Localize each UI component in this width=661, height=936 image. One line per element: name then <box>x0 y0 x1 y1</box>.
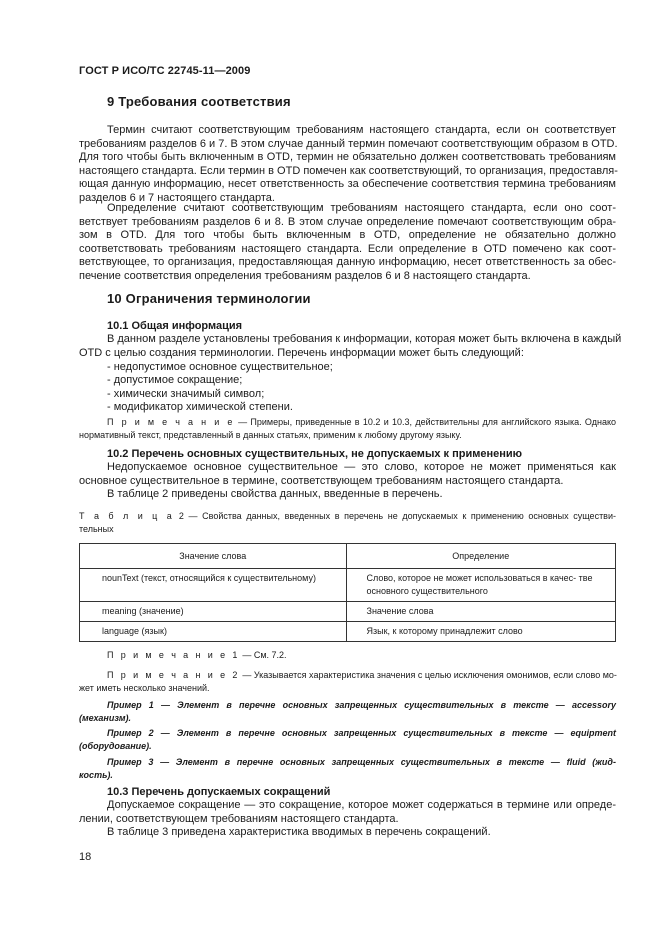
table-2-note-2 <box>79 669 616 696</box>
text-line <box>79 669 616 682</box>
text-line: OTD с целью создания терминологии. Перечень информации может быть следующий: <box>79 346 524 359</box>
note-label: П р и м е ч а н и е <box>107 417 235 427</box>
table-2 <box>79 543 616 642</box>
text-line <box>79 510 616 523</box>
text-line: (оборудование). <box>79 741 152 752</box>
example-2 <box>79 727 616 754</box>
subsection-10-3-paragraph <box>79 799 616 840</box>
text-line: зом в OTD. Для того чтобы быть включенным в OTD, определение не обязательно должно <box>79 229 616 242</box>
note-text: — Примеры, приведенные в 10.2 и 10.3, действительны для английского языка. Однако <box>234 417 616 427</box>
document-header: ГОСТ Р ИСО/ТС 22745-11—2009 <box>79 65 251 77</box>
note-label: П р и м е ч а н и е 1 <box>107 650 240 660</box>
list-item: - недопустимое основное существительное; <box>107 361 333 373</box>
note-text: — См. 7.2. <box>239 650 287 660</box>
list-item: - допустимое сокращение; <box>107 374 243 386</box>
text-line: лении, соответствующем требованиям настоящего стандарта. <box>79 812 399 825</box>
table-header-row <box>80 544 616 569</box>
section-10-title: 10 Ограничения терминологии <box>107 291 311 306</box>
text-line: В таблице 2 приведены свойства данных, введенные в перечень. <box>107 488 443 501</box>
text-line: В данном разделе установлены требования к информации, которая может быть включена в каждый <box>107 333 622 345</box>
subsection-10-2-title: 10.2 Перечень основных существительных, не допускаемых к применению <box>107 448 523 460</box>
text-line <box>79 649 616 662</box>
text-line: Допускаемое сокращение — это сокращение, которое может содержаться в термине или опреде- <box>107 799 616 811</box>
text-line: В таблице 3 приведена характеристика вводимых в перечень сокращений. <box>107 826 491 839</box>
table-header-cell: Определение <box>346 544 615 569</box>
section-9-paragraph-2 <box>79 202 616 284</box>
text-line: настоящего стандарта. Если термин в OTD помечен как соответствующий, то организация, предоставля- <box>79 164 618 177</box>
table-cell: Слово, которое не может использоваться в качес- тве основного существительного <box>346 569 615 602</box>
subsection-10-1-paragraph <box>79 333 622 360</box>
text-line: ветствует требованиям разделов 6 и 8. В этом случае определение помечают соответствующим обра- <box>79 215 616 228</box>
table-cell: Значение слова <box>346 602 615 622</box>
table-2-note-1 <box>79 649 616 662</box>
subsection-10-1-note <box>79 416 616 443</box>
text-line: печение соответствия определения требованиям разделов 6 и 8 настоящего стандарта. <box>79 269 531 282</box>
table-cell: nounText (текст, относящийся к существительному) <box>80 569 347 602</box>
example-1 <box>79 699 616 726</box>
table-caption-text: 2 — Свойства данных, введенных в перечень не допускаемых к применению основных существи- <box>174 511 616 521</box>
text-line: жет иметь несколько значений. <box>79 683 210 694</box>
note-text: — Указывается характеристика значения с целью исключения омонимов, если слово мо- <box>239 670 617 680</box>
text-line: Недопускаемое основное существительное — это слово, которое не может применяться как <box>107 461 616 473</box>
table-row <box>80 622 616 642</box>
text-line <box>79 416 616 429</box>
text-line: Для того чтобы быть включенным в OTD, термин не обязательно должен соответствовать требованиям <box>79 151 616 164</box>
text-line: требованиям разделов 6 и 7. В этом случае данный термин помечают соответствующим образом в OTD. <box>79 137 618 150</box>
section-9-title: 9 Требования соответствия <box>107 94 291 109</box>
table-row <box>80 569 616 602</box>
table-cell: Язык, к которому принадлежит слово <box>346 622 615 642</box>
text-line: разделов 6 и 7 настоящего стандарта. <box>79 191 275 204</box>
table-cell: language (язык) <box>80 622 347 642</box>
text-line: нормативный текст, представленный в данных статьях, применим к любому другому языку. <box>79 430 462 441</box>
list-item: - модификатор химической степени. <box>107 401 293 413</box>
text-line: основное существительное в термине, соответствующем требованиям настоящего стандарта. <box>79 474 564 487</box>
page-number: 18 <box>79 851 92 863</box>
text-line: Пример 1 — Элемент в перечне основных запрещенных существительных в тексте — accessory <box>107 700 616 710</box>
list-item: - химически значимый символ; <box>107 388 265 400</box>
text-line: Термин считают соответствующим требованиям настоящего стандарта, если он соответствует <box>107 124 616 136</box>
example-3 <box>79 756 616 783</box>
subsection-10-2-paragraph <box>79 461 616 502</box>
table-row <box>80 602 616 622</box>
table-2-caption <box>79 510 616 537</box>
text-line: Определение считают соответствующим требованиям настоящего стандарта, если оно соот- <box>107 202 616 214</box>
text-line: ветствующее, то организация, предоставляющая данную информацию, несет ответственность за обес- <box>79 256 616 269</box>
section-9-paragraph-1 <box>79 124 616 206</box>
text-line: кость). <box>79 770 113 781</box>
table-header-cell: Значение слова <box>80 544 347 569</box>
table-cell: meaning (значение) <box>80 602 347 622</box>
text-line: Пример 3 — Элемент в перечне основных запрещенных существительных в тексте — fluid (жид- <box>107 757 616 767</box>
text-line: Пример 2 — Элемент в перечне основных запрещенных существительных в тексте — equipment <box>107 728 616 738</box>
text-line: ющая данную информацию, несет ответственность за обеспечение соответствия термина требованиям <box>79 178 616 191</box>
note-label: П р и м е ч а н и е 2 <box>107 670 240 680</box>
text-line: тельных <box>79 524 114 535</box>
table-caption-label: Т а б л и ц а <box>79 511 175 521</box>
subsection-10-1-title: 10.1 Общая информация <box>107 320 243 332</box>
text-line: (механизм). <box>79 713 131 724</box>
subsection-10-3-title: 10.3 Перечень допускаемых сокращений <box>107 786 331 798</box>
text-line: соответствовать требованиям настоящего стандарта. Если определение в OTD помечено как соот- <box>79 242 616 255</box>
